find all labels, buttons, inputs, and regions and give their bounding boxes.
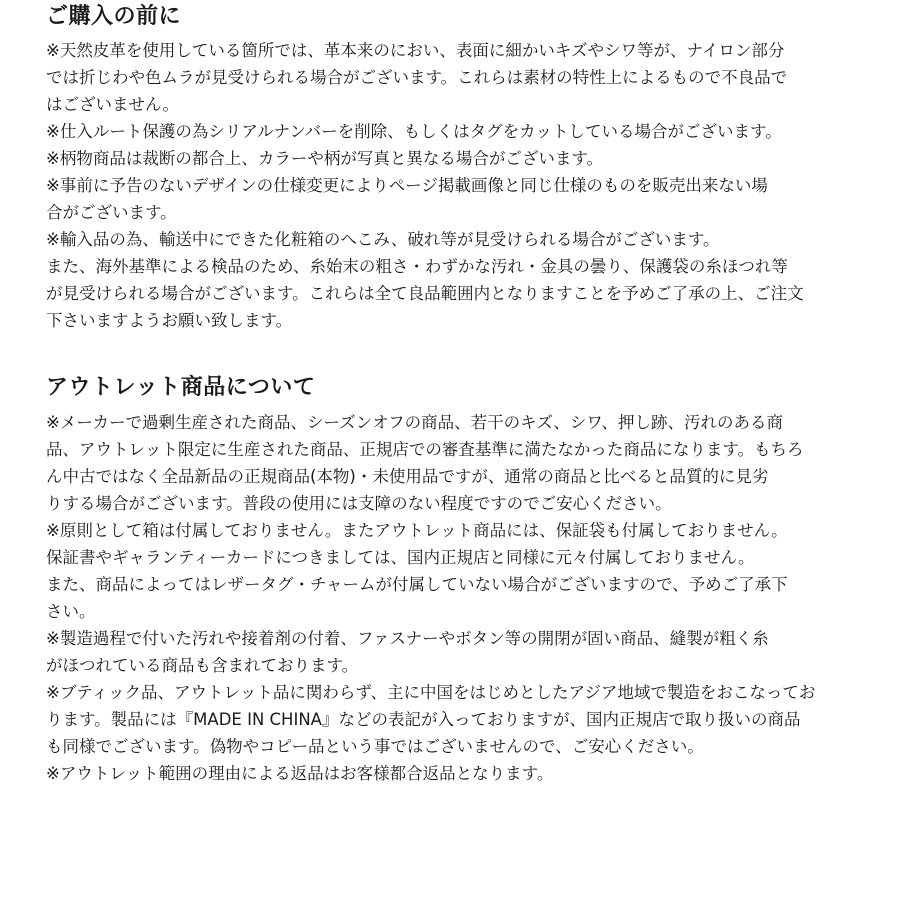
text-line: ※製造過程で付いた汚れや接着剤の付着、ファスナーやボタン等の開閉が固い商品、縫製が粗く糸 bbox=[46, 629, 769, 648]
text-line: ※仕入ルート保護の為シリアルナンバーを削除、もしくはタグをカットしている場合がございます。 bbox=[46, 122, 782, 141]
text-line: も同様でございます。偽物やコピー品という事ではございませんので、ご安心ください。 bbox=[46, 737, 704, 756]
section-body-outlet-products bbox=[46, 409, 878, 787]
text-line: ん中古ではなく全品新品の正規商品(本物)・未使用品ですが、通常の商品と比べると品質的に見劣 bbox=[46, 467, 769, 486]
text-line: 合がございます。 bbox=[46, 203, 177, 222]
text-line: ※輸入品の為、輸送中にできた化粧箱のへこみ、破れ等が見受けられる場合がございます。 bbox=[46, 230, 720, 249]
text-line: また、商品によってはレザータグ・チャームが付属していない場合がございますので、予めご了承下 bbox=[46, 575, 788, 594]
section-heading-outlet-products: アウトレット商品について bbox=[46, 375, 316, 400]
text-line: ※ブティック品、アウトレット品に関わらず、主に中国をはじめとしたアジア地域で製造をおこなってお bbox=[46, 683, 816, 702]
section-heading-before-purchase: ご購入の前に bbox=[46, 4, 182, 29]
text-line: また、海外基準による検品のため、糸始末の粗さ・わずかな汚れ・金具の曇り、保護袋の糸ほつれ等 bbox=[46, 257, 788, 276]
text-line: がほつれている商品も含まれております。 bbox=[46, 656, 359, 675]
text-line: 保証書やギャランティーカードにつきましては、国内正規店と同様に元々付属しておりません。 bbox=[46, 548, 755, 567]
section-body-before-purchase bbox=[46, 37, 878, 334]
text-line: ※原則として箱は付属しておりません。またアウトレット商品には、保証袋も付属しておりません。 bbox=[46, 521, 788, 540]
text-line: ※天然皮革を使用している箇所では、革本来のにおい、表面に細かいキズやシワ等が、ナイロン部分 bbox=[46, 41, 785, 60]
text-line: はございません。 bbox=[46, 95, 179, 114]
text-line: では折じわや色ムラが見受けられる場合がございます。これらは素材の特性上によるもので不良品で bbox=[46, 68, 788, 87]
text-line: ※メーカーで過剰生産された商品、シーズンオフの商品、若干のキズ、シワ、押し跡、汚れのある商 bbox=[46, 413, 784, 432]
text-line: が見受けられる場合がございます。これらは全て良品範囲内となりますことを予めご了承の上、ご注文 bbox=[46, 284, 804, 303]
text-line: 品、アウトレット限定に生産された商品、正規店での審査基準に満たなかった商品になります。もちろ bbox=[46, 440, 804, 459]
text-line: 下さいますようお願い致します。 bbox=[46, 311, 293, 330]
text-line: りする場合がございます。普段の使用には支障のない程度ですのでご安心ください。 bbox=[46, 494, 672, 513]
text-line: ※柄物商品は裁断の都合上、カラーや柄が写真と異なる場合がございます。 bbox=[46, 149, 604, 168]
text-line: ※アウトレット範囲の理由による返品はお客様都合返品となります。 bbox=[46, 764, 554, 783]
text-line: ります。製品には『MADE IN CHINA』などの表記が入っておりますが、国内正規店で取り扱いの商品 bbox=[46, 710, 801, 729]
text-line: ※事前に予告のないデザインの仕様変更によりページ掲載画像と同じ仕様のものを販売出来ない場 bbox=[46, 176, 768, 195]
text-line: さい。 bbox=[46, 602, 96, 621]
